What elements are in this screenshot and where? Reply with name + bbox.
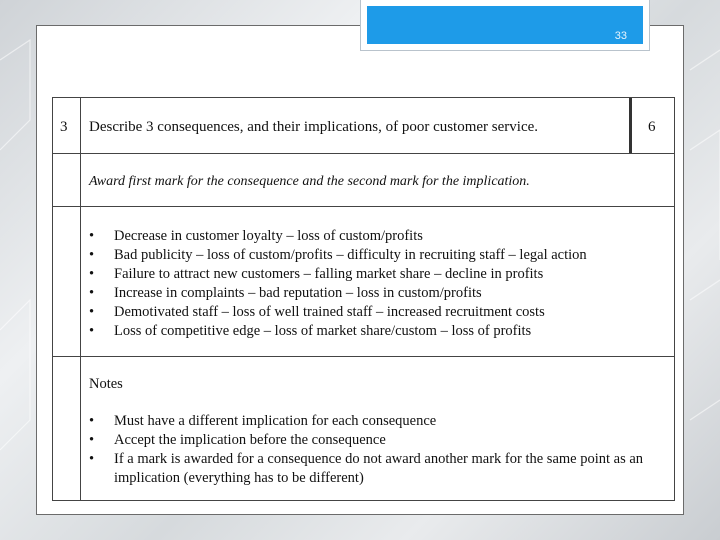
- list-item: • Increase in complaints – bad reputation – loss in custom/profits: [89, 285, 482, 301]
- instruction-row: [53, 154, 674, 207]
- question-number-cell: [53, 98, 81, 153]
- list-item: • If a mark is awarded for a consequence do not award another mark for the same point as an implication (everything has to be different): [89, 451, 644, 486]
- bullet-icon: •: [89, 247, 95, 263]
- marks-cell: [629, 98, 674, 153]
- list-item: • Decrease in customer loyalty – loss of custom/profits: [89, 228, 423, 244]
- list-item: • Demotivated staff – loss of well trained staff – increased recruitment costs: [89, 304, 545, 320]
- page-number: 33: [614, 30, 627, 42]
- list-item: • Must have a different implication for each consequence: [89, 413, 437, 429]
- list-item: • Loss of competitive edge – loss of market share/custom – loss of profits: [89, 323, 532, 339]
- instruction-number-cell: [53, 154, 81, 206]
- bullet-icon: •: [89, 323, 95, 339]
- bullet-icon: •: [89, 451, 95, 467]
- notes-number-cell: [53, 357, 81, 500]
- notes-list: [89, 412, 666, 488]
- question-text: Describe 3 consequences, and their implications, of poor customer service.: [89, 119, 539, 135]
- bullet-icon: •: [89, 432, 95, 448]
- page-number-tab-fill: [367, 6, 643, 44]
- notes-heading: Notes: [89, 376, 123, 392]
- question-number: 3: [60, 119, 68, 135]
- bullet-icon: •: [89, 304, 95, 320]
- consequences-row: [53, 207, 674, 357]
- bullet-icon: •: [89, 285, 95, 301]
- page-number-tab: [361, 0, 649, 50]
- bullet-icon: •: [89, 228, 95, 244]
- question-row: [53, 98, 674, 154]
- list-item: • Failure to attract new customers – falling market share – decline in profits: [89, 266, 544, 282]
- list-item: • Accept the implication before the consequence: [89, 432, 386, 448]
- bullet-icon: •: [89, 266, 95, 282]
- marking-instruction: Award first mark for the consequence and the second mark for the implication.: [89, 174, 530, 189]
- marking-scheme-table: [52, 97, 675, 501]
- consequences-number-cell: [53, 207, 81, 356]
- bullet-icon: •: [89, 413, 95, 429]
- question-marks: 6: [648, 119, 656, 135]
- list-item: • Bad publicity – loss of custom/profits – difficulty in recruiting staff – legal action: [89, 247, 587, 263]
- notes-row: [53, 357, 674, 500]
- consequences-list: [89, 227, 587, 341]
